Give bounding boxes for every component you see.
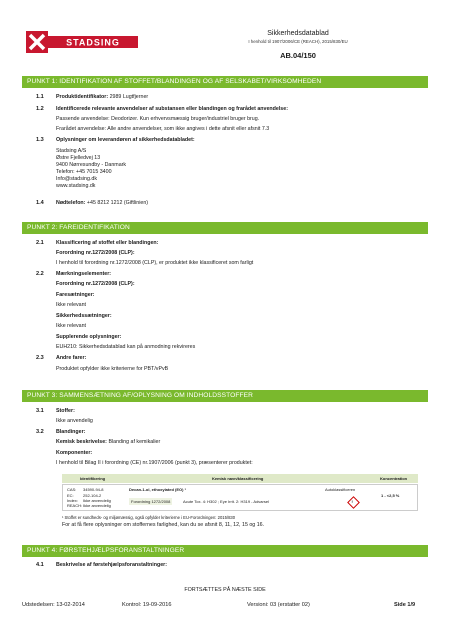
revision-date: Kontrol: 19-09-2016 — [122, 602, 172, 608]
id-value-reach: Ikke anvendelig — [83, 503, 111, 508]
hazard-statements-value: Ikke relevant — [56, 302, 87, 308]
id-label-cas: CAS: — [67, 487, 77, 492]
document-title: Sikkerhedsdatablad — [267, 30, 329, 37]
components-heading: Komponenter: — [56, 450, 93, 456]
precautionary-statements-label: Sikkerhedssætninger: — [56, 313, 112, 319]
section-number: 1.2 — [36, 106, 44, 112]
page-number: Side 1/9 — [394, 602, 416, 608]
id-label-ec: EC: — [67, 493, 74, 498]
clp-regulation-label: Forordning nr.1272/2008 (CLP): — [56, 250, 135, 256]
emergency-phone-value: +45 8212 1212 (Giftlinien) — [86, 200, 149, 206]
supplier-city: 9400 Nørresundby - Danmark — [56, 162, 127, 168]
labelling-heading: Mærkningselementer: — [56, 271, 112, 277]
product-identifier — [56, 94, 148, 101]
id-value-ec: 252-104-2 — [83, 493, 102, 498]
discouraged-use: Frarådet anvendelse: Alle andre anvendelser, som ikke angives i dette afsnit eller afsnit 7.3 — [56, 126, 270, 132]
section-number: 4.1 — [36, 562, 44, 568]
other-hazards-value: Produktet opfylder ikke kriterierne for PBT/vPvB — [56, 366, 169, 372]
product-identifier-label: Produktidentifikator: — [56, 94, 109, 100]
first-aid-heading: Beskrivelse af førstehjælpsforanstaltninger: — [56, 562, 167, 568]
regulation-label: Forordning 1272/2008 — [131, 499, 171, 504]
uses-heading: Identificerede relevante anvendelser af substansen eller blandingen og frarådet anvendelse: — [56, 106, 288, 112]
hazard-classification: Acute Tox. 4: H302 ; Eye Irrit. 2: H319 - Advarsel — [183, 499, 269, 504]
emergency-phone-label: Nødtelefon: — [56, 200, 86, 206]
concentration-value: 1 - <2,5 % — [381, 493, 400, 498]
chemical-description — [56, 439, 160, 446]
product-identifier-value: 2989 Lugtfjerner — [109, 94, 149, 100]
id-value-index: Ikke anvendelig — [83, 498, 111, 503]
id-value-cas: 34590-94-8 — [83, 487, 104, 492]
precautionary-statements-value: Ikke relevant — [56, 323, 87, 329]
exclamation-hazard-icon — [347, 496, 360, 509]
section-3-header: PUNKT 3: SAMMENSÆTNING AF/OPLYSNING OM INDHOLDSSTOFFER — [22, 390, 428, 402]
table-header-identification: Identifikering — [80, 476, 106, 481]
table-header-chemical-name: Kemisk navn/klassificering — [212, 476, 264, 481]
substances-heading: Stoffer: — [56, 408, 75, 414]
table-row — [62, 484, 418, 511]
appropriate-use: Passende anvendelse: Deodorizer. Kun erhvervsmæssig bruger/industriel bruger brug. — [56, 116, 260, 122]
section-4-header: PUNKT 4: FØRSTEHJÆLPSFORANSTALTNINGER — [22, 545, 428, 557]
mixtures-heading: Blandinger: — [56, 429, 86, 435]
section-2-header: PUNKT 2: FAREIDENTIFIKATION — [22, 222, 428, 234]
section-number: 3.1 — [36, 408, 44, 414]
supplier-website[interactable]: www.stadsing.dk — [56, 183, 96, 189]
section-1-header: PUNKT 1: IDENTIFIKATION AF STOFFET/BLANDINGEN OG AF SELSKABET/VIRKSOMHEDEN — [22, 76, 428, 88]
supplier-heading: Oplysninger om leverandøren af sikkerhedsdatabladet: — [56, 137, 195, 143]
supplier-email[interactable]: Info@stadsing.dk — [56, 176, 98, 182]
table-header-concentration: Koncentration — [380, 476, 408, 481]
section-number: 2.2 — [36, 271, 44, 277]
substances-value: Ikke anvendelig — [56, 418, 93, 424]
chemical-description-label: Kemisk beskrivelse: — [56, 439, 107, 445]
section-number: 1.4 — [36, 200, 44, 206]
further-info-text: For at få flere oplysninger om stoffernes farlighed, kan du se afsnit 8, 11, 12, 15 og 16. — [62, 522, 265, 528]
classification-heading: Klassificering af stoffet eller blandingen: — [56, 240, 159, 246]
issue-date: Udstedelsen: 13-02-2014 — [22, 602, 85, 608]
clp-regulation-label: Forordning nr.1272/2008 (CLP): — [56, 281, 135, 287]
svg-text:STADSING: STADSING — [66, 37, 120, 48]
section-number: 2.3 — [36, 355, 44, 361]
hazard-statements-label: Faresætninger: — [56, 292, 95, 298]
table-header — [62, 474, 418, 483]
other-hazards-heading: Andre farer: — [56, 355, 87, 361]
classification-text: I henhold til forordning nr.1272/2008 (CLP), er produktet ikke klassificeret som farligt — [56, 260, 254, 266]
continued-notice: FORTSÆTTES PÅ NÆSTE SIDE — [184, 587, 266, 593]
exclamation-mark-glyph: ! — [351, 498, 353, 504]
section-number: 3.2 — [36, 429, 44, 435]
emergency-phone — [56, 200, 148, 207]
section-number: 1.1 — [36, 94, 44, 100]
components-table — [62, 474, 418, 512]
supplementary-info-label: Supplerende oplysninger: — [56, 334, 122, 340]
section-number: 1.3 — [36, 137, 44, 143]
classification-type: Autoklassificeren — [325, 487, 356, 492]
document-subtitle: I henhold til 1907/2006/CE (REACH), 2015/830/EU — [248, 39, 348, 44]
supplementary-info-value: EUH210: Sikkerhedsdatablad kan på anmodning rekvireres — [56, 344, 196, 350]
components-intro: I henhold til Bilag II i forordning (CE) nr.1907/2006 (punkt 3), præsenterer produktet: — [56, 460, 253, 466]
id-label-index: Index: — [67, 498, 78, 503]
chemical-description-value: Blanding af kemikalier — [108, 439, 161, 445]
section-number: 2.1 — [36, 240, 44, 246]
id-label-reach: REACH: — [67, 503, 83, 508]
chemical-name: Decan-1-ol, ethoxylated (EO) ¹ — [129, 487, 186, 492]
supplier-phone: Telefon: +45 7015 3400 — [56, 169, 112, 175]
supplier-name: Stadsing A/S — [56, 148, 87, 154]
stadsing-logo — [22, 29, 142, 55]
supplier-street: Østre Fjelledvej 13 — [56, 155, 101, 161]
document-header — [0, 0, 450, 70]
version: Versioni: 03 (erstatter 02) — [247, 602, 310, 608]
document-number: AB.04/150 — [280, 51, 316, 60]
table-footnote: ¹ Stoffet er sundheds- og miljømæssig, også opfylder kriterierne i EU-Forordningen: 2015/830 — [62, 515, 236, 520]
